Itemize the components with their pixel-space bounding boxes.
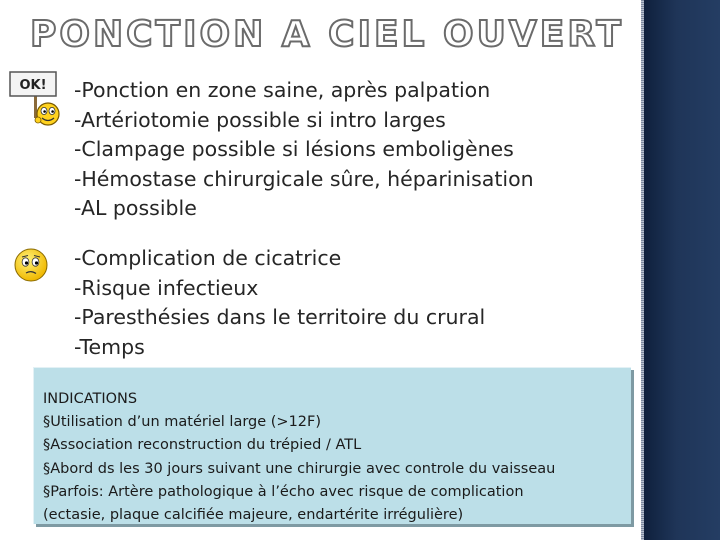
indication-line: §Association reconstruction du trépied / ATL	[43, 437, 362, 454]
advantage-item: -Artériotomie possible si intro larges	[74, 107, 446, 132]
advantage-item: -AL possible	[74, 196, 197, 220]
advantage-item: -Hémostase chirurgicale sûre, héparinisation	[74, 166, 534, 191]
slide-title: PONCTION A CIEL OUVERT	[30, 14, 624, 55]
decorative-side-bar	[641, 0, 720, 540]
indication-line: §Abord ds les 30 jours suivant une chirurgie avec controle du vaisseau	[43, 460, 556, 477]
advantage-item: -Clampage possible si lésions emboligènes	[74, 137, 514, 161]
disadvantage-item: -Temps	[74, 334, 145, 359]
disadvantage-item: -Risque infectieux	[74, 275, 259, 300]
indication-line: §Utilisation d’un matériel large (>12F)	[43, 414, 322, 431]
indications-heading: INDICATIONS	[43, 391, 138, 407]
disadvantage-item: -Paresthésies dans le territoire du crural	[74, 305, 486, 329]
indication-line: §Parfois: Artère pathologique à l’écho avec risque de complication	[43, 483, 524, 500]
indications-text	[43, 388, 555, 527]
indication-line: (ectasie, plaque calcifiée majeure, endartérite irrégulière)	[43, 507, 464, 524]
advantage-item: -Ponction en zone saine, après palpation	[74, 78, 491, 102]
disadvantages-list	[74, 244, 485, 362]
advantages-list	[74, 76, 534, 224]
ok-sign-smiley-icon	[8, 68, 64, 130]
worried-face-icon	[13, 247, 49, 283]
ok-sign-text: OK!	[19, 78, 47, 93]
disadvantage-item: -Complication de cicatrice	[74, 246, 342, 270]
